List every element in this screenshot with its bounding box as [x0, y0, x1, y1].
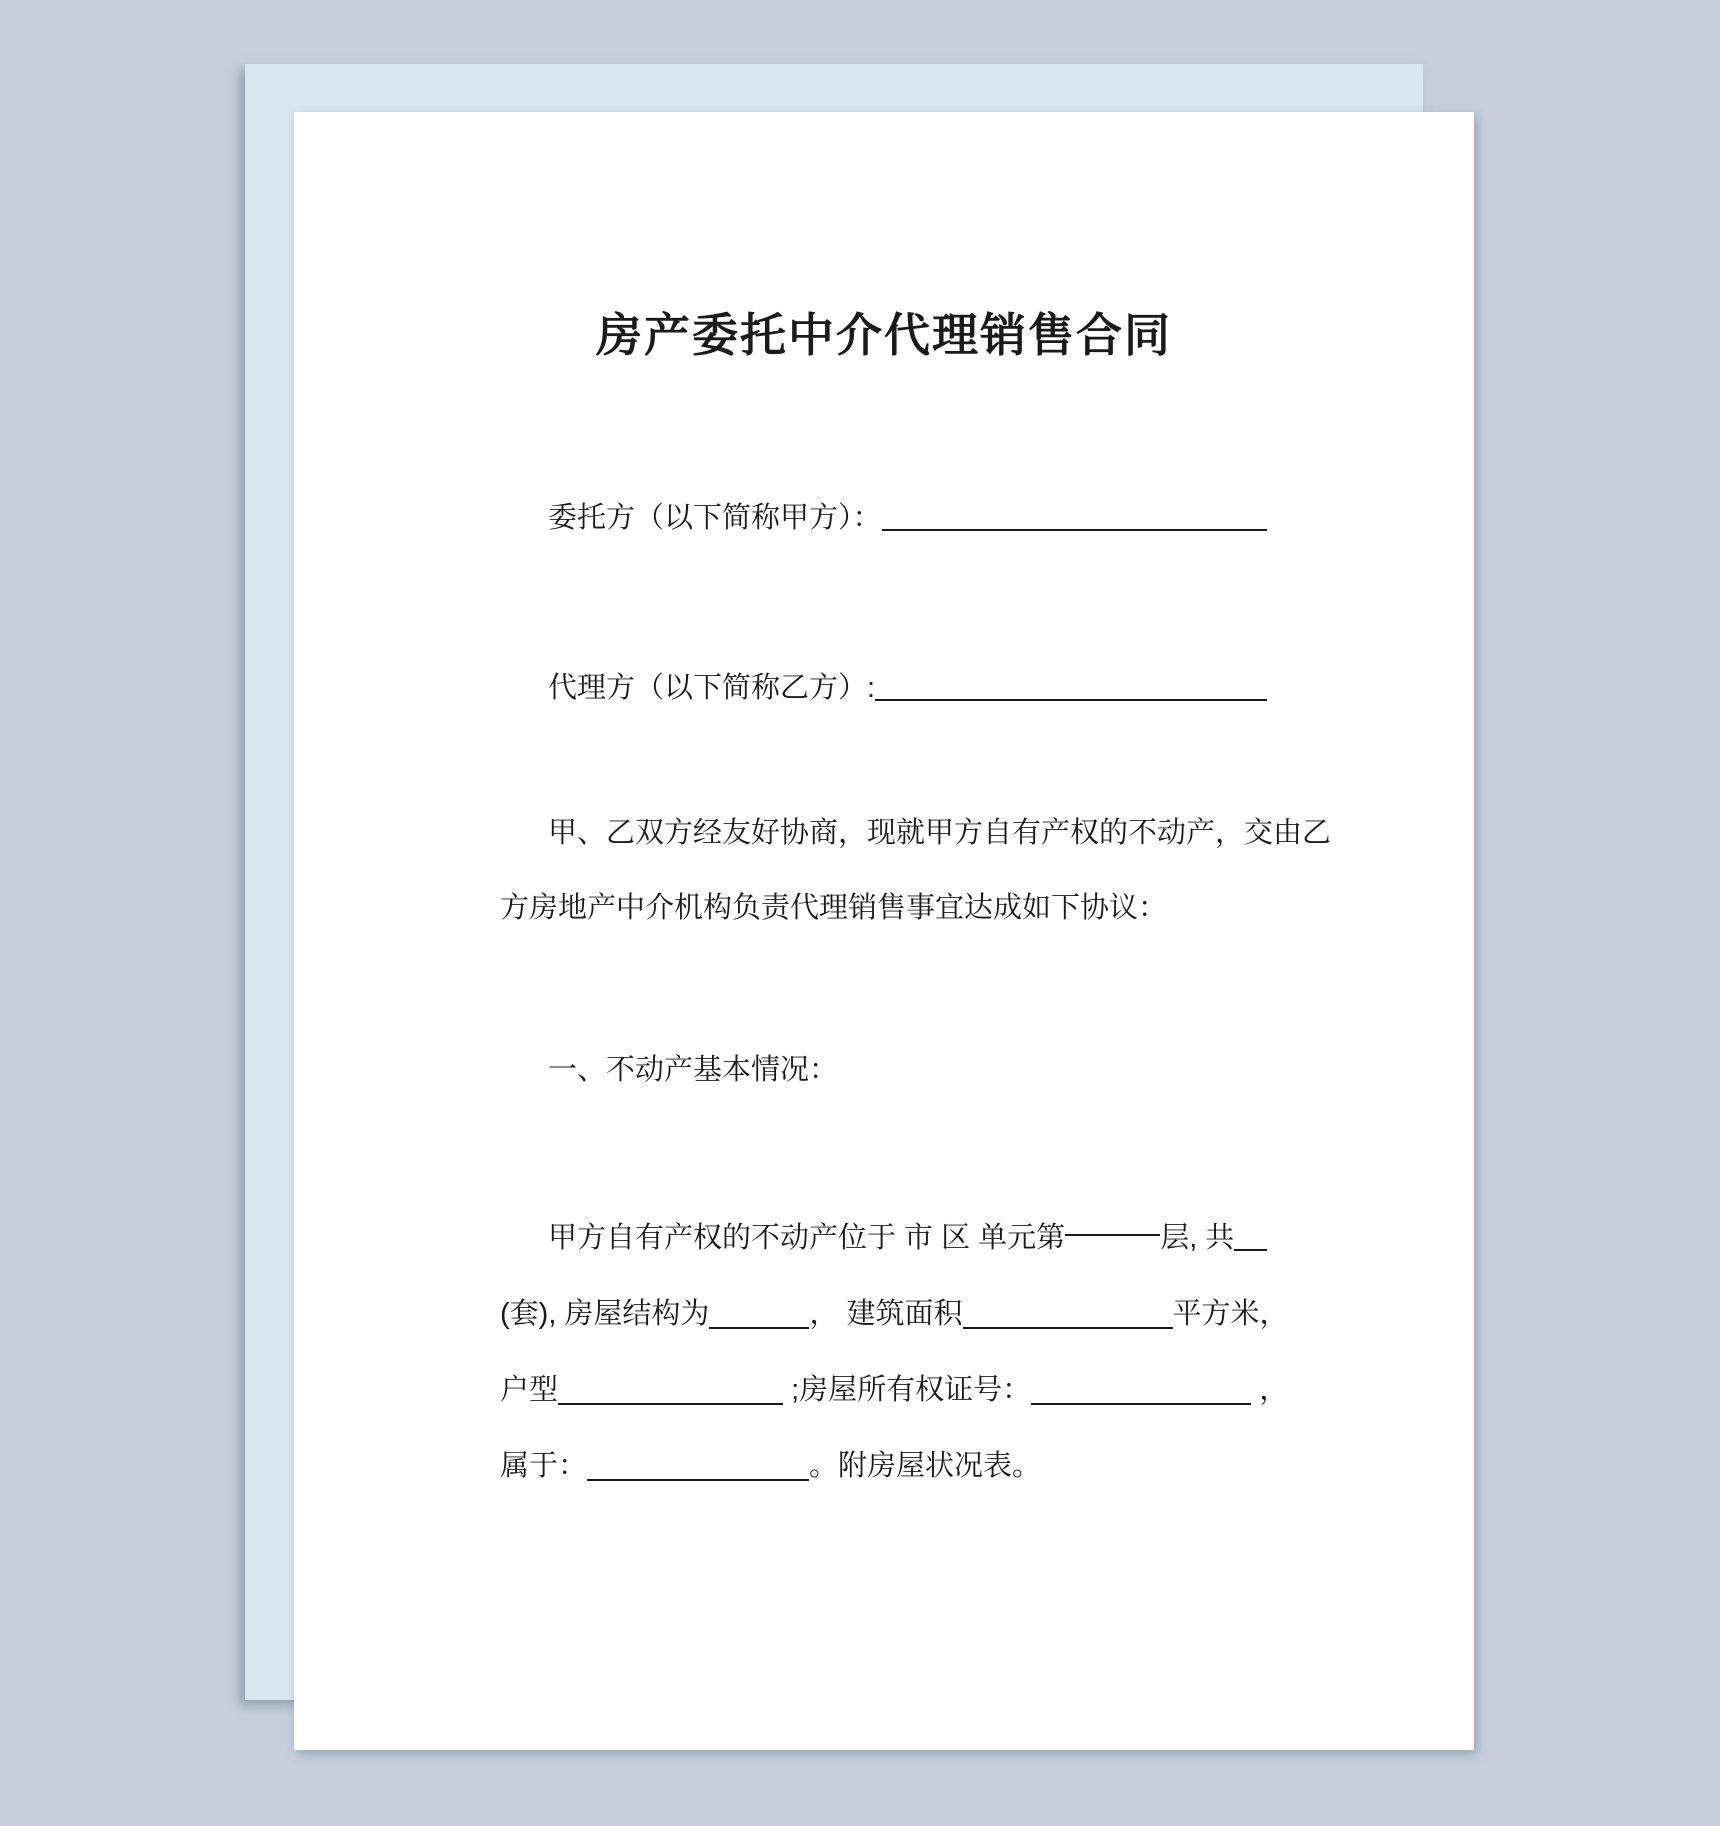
- entrust-party-label: 委托方（以下简称甲方）：: [548, 502, 882, 534]
- section1-heading: 一、不动产基本情况：: [548, 1054, 839, 1086]
- ownership-cert-blank: [1031, 1389, 1251, 1405]
- intro-paragraph-line1: 甲、乙双方经友好协商，现就甲方自有产权的不动产，交由乙: [548, 817, 1332, 849]
- belongs-to-blank: [587, 1465, 809, 1481]
- contract-page: [294, 112, 1474, 1750]
- property-line-2: [500, 1296, 1289, 1332]
- property-location-text: 甲方自有产权的不动产位于 市 区 单元第: [548, 1222, 1066, 1254]
- house-type-text: 户型: [500, 1374, 559, 1406]
- square-meters-text: 平方米，: [1172, 1298, 1289, 1330]
- belongs-to-text: 属于：: [500, 1450, 588, 1482]
- floor-number-blank: [1065, 1220, 1160, 1236]
- property-line-1: [500, 1220, 1267, 1256]
- building-area-blank: [963, 1313, 1173, 1329]
- property-line-4: [500, 1448, 1267, 1484]
- building-area-text: ， 建筑面积: [809, 1298, 963, 1330]
- house-structure-text: (套), 房屋结构为: [500, 1298, 710, 1330]
- contract-title: 房产委托中介代理销售合同: [596, 309, 1172, 361]
- floor-total-text: 层, 共: [1160, 1222, 1235, 1254]
- attached-table-text: 。附房屋状况表。: [809, 1450, 1042, 1482]
- entrust-party-line: [500, 500, 1267, 536]
- agent-party-label: 代理方（以下简称乙方）:: [548, 672, 876, 704]
- agent-party-line: [500, 670, 1267, 706]
- house-type-blank: [558, 1389, 783, 1405]
- line3-trailing-comma: ，: [1259, 1374, 1289, 1406]
- agent-party-blank: [875, 670, 1267, 701]
- ownership-cert-text: ;房屋所有权证号：: [791, 1374, 1032, 1406]
- entrust-party-blank: [882, 500, 1267, 531]
- total-floors-blank: [1234, 1220, 1267, 1251]
- house-structure-blank: [709, 1313, 809, 1329]
- intro-paragraph-line2: 方房地产中介机构负责代理销售事宜达成如下协议：: [500, 892, 1168, 924]
- property-line-3: [500, 1372, 1289, 1408]
